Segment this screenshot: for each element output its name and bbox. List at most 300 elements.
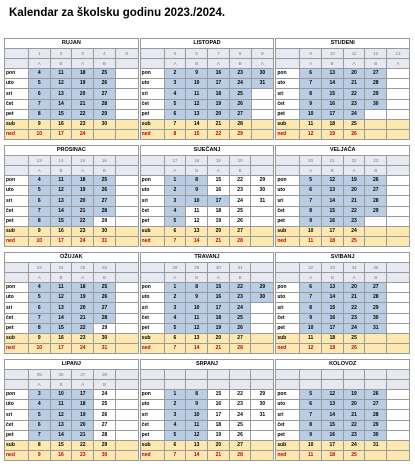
day-cell: 8	[300, 89, 322, 99]
day-cell: 1	[164, 390, 186, 400]
day-cell: 18	[72, 283, 94, 293]
day-cell: 29	[365, 303, 387, 313]
day-cell: 8	[28, 440, 50, 450]
day-cell: 25	[229, 89, 251, 99]
day-cell: 28	[94, 99, 116, 109]
day-label: pet	[5, 216, 29, 226]
week-number	[140, 49, 164, 59]
ab-week-marker: B	[365, 166, 387, 176]
month-header	[140, 253, 274, 263]
day-label: sub	[276, 119, 300, 129]
day-cell	[115, 293, 138, 303]
week-number: 17	[164, 156, 186, 166]
day-cell: 19	[343, 390, 365, 400]
ab-week-marker: B	[94, 166, 116, 176]
day-cell	[115, 109, 138, 119]
day-label: ned	[5, 450, 29, 460]
week-number: 21	[321, 156, 343, 166]
day-cell: 27	[94, 89, 116, 99]
day-cell	[115, 323, 138, 333]
day-cell	[365, 236, 387, 246]
day-cell: 31	[251, 79, 274, 89]
day-cell: 17	[208, 410, 230, 420]
day-label: ned	[140, 236, 164, 246]
day-cell: 11	[186, 89, 208, 99]
day-label: pet	[140, 216, 164, 226]
day-cell: 30	[251, 69, 274, 79]
day-cell: 12	[186, 323, 208, 333]
ab-week-marker: A	[72, 59, 94, 69]
day-label: pet	[276, 323, 300, 333]
month-name: VELJAČA	[276, 146, 410, 156]
day-row-sri	[140, 410, 274, 420]
ab-week-marker: A	[343, 166, 365, 176]
month-row	[4, 145, 411, 252]
week-number: 4	[94, 49, 116, 59]
day-row-pon	[5, 176, 139, 186]
day-row-pon	[140, 69, 274, 79]
day-cell: 5	[28, 293, 50, 303]
day-label: uto	[276, 79, 300, 89]
day-row-sub	[140, 440, 274, 450]
day-cell	[251, 420, 274, 430]
day-cell: 8	[186, 176, 208, 186]
day-cell: 19	[208, 99, 230, 109]
day-cell: 5	[28, 410, 50, 420]
day-cell: 21	[208, 236, 230, 246]
day-cell: 22	[343, 89, 365, 99]
day-cell: 7	[300, 410, 322, 420]
month-name: SVIBANJ	[276, 253, 410, 263]
day-label: sri	[276, 303, 300, 313]
day-cell: 16	[208, 293, 230, 303]
day-row-pet	[5, 109, 139, 119]
day-label: sri	[276, 89, 300, 99]
day-row-sri	[5, 196, 139, 206]
week-number: 6	[186, 49, 208, 59]
day-row-uto	[140, 79, 274, 89]
day-cell: 11	[300, 119, 322, 129]
ab-week-marker: B	[50, 380, 72, 390]
ab-week-marker	[208, 380, 230, 390]
day-cell: 17	[50, 129, 72, 139]
day-cell	[387, 226, 410, 236]
ab-week-row	[5, 273, 139, 283]
day-cell	[251, 236, 274, 246]
day-cell: 20	[343, 69, 365, 79]
day-cell	[387, 89, 410, 99]
day-cell: 14	[50, 99, 72, 109]
day-cell: 9	[28, 333, 50, 343]
ab-week-marker	[276, 273, 300, 283]
day-cell: 8	[28, 216, 50, 226]
day-cell: 27	[229, 226, 251, 236]
month-header	[276, 360, 410, 370]
day-cell	[387, 390, 410, 400]
day-cell: 6	[300, 186, 322, 196]
week-number: 11	[343, 49, 365, 59]
week-number	[276, 49, 300, 59]
day-cell: 4	[28, 176, 50, 186]
day-label: ned	[140, 343, 164, 353]
day-cell: 24	[343, 226, 365, 236]
day-cell	[387, 79, 410, 89]
ab-week-row	[276, 59, 410, 69]
week-number	[251, 370, 274, 380]
day-cell: 9	[186, 186, 208, 196]
day-cell: 16	[50, 450, 72, 460]
day-label: uto	[5, 293, 29, 303]
day-cell: 28	[229, 343, 251, 353]
day-cell	[365, 109, 387, 119]
day-cell: 14	[321, 293, 343, 303]
day-cell: 20	[72, 420, 94, 430]
day-cell: 14	[186, 119, 208, 129]
day-row-čet	[276, 313, 410, 323]
day-cell	[115, 79, 138, 89]
day-cell: 25	[343, 450, 365, 460]
day-label: sri	[276, 410, 300, 420]
ab-week-marker	[365, 380, 387, 390]
ab-week-marker	[115, 380, 138, 390]
month-table	[4, 252, 139, 354]
day-cell: 11	[300, 236, 322, 246]
month-name: STUDENI	[276, 39, 410, 49]
ab-week-row	[276, 273, 410, 283]
day-cell: 3	[164, 303, 186, 313]
day-cell: 4	[164, 206, 186, 216]
day-cell: 6	[300, 283, 322, 293]
day-cell: 4	[164, 89, 186, 99]
week-number: 16	[94, 156, 116, 166]
week-number	[343, 370, 365, 380]
ab-week-marker: B	[50, 59, 72, 69]
day-cell: 26	[365, 176, 387, 186]
day-label: pet	[5, 109, 29, 119]
day-row-uto	[5, 400, 139, 410]
month-name: LISTOPAD	[140, 39, 274, 49]
day-cell: 25	[94, 69, 116, 79]
day-cell: 23	[343, 430, 365, 440]
day-cell: 16	[321, 216, 343, 226]
day-label: sub	[5, 440, 29, 450]
day-cell	[387, 119, 410, 129]
day-cell: 4	[164, 420, 186, 430]
day-row-ned	[140, 450, 274, 460]
day-label: sub	[276, 226, 300, 236]
day-cell: 22	[208, 129, 230, 139]
day-row-ned	[5, 450, 139, 460]
day-row-čet	[5, 206, 139, 216]
ab-week-row	[140, 380, 274, 390]
day-cell: 8	[300, 206, 322, 216]
day-cell: 8	[300, 420, 322, 430]
week-number-row	[140, 49, 274, 59]
week-number	[208, 370, 230, 380]
day-label: pon	[5, 69, 29, 79]
day-cell: 22	[72, 109, 94, 119]
day-cell: 9	[186, 293, 208, 303]
day-cell	[115, 283, 138, 293]
day-cell: 29	[94, 109, 116, 119]
day-cell: 27	[365, 283, 387, 293]
ab-week-marker: A	[164, 273, 186, 283]
day-row-pon	[276, 390, 410, 400]
week-number: 20	[229, 156, 251, 166]
day-cell: 7	[28, 313, 50, 323]
day-cell: 21	[208, 450, 230, 460]
day-cell: 15	[321, 420, 343, 430]
week-number: 9	[251, 49, 274, 59]
day-cell: 19	[321, 343, 343, 353]
day-cell: 6	[28, 89, 50, 99]
day-label: ned	[276, 129, 300, 139]
day-cell: 12	[186, 99, 208, 109]
day-cell	[251, 430, 274, 440]
day-cell: 31	[365, 323, 387, 333]
day-cell: 21	[343, 293, 365, 303]
day-cell	[115, 313, 138, 323]
day-cell: 15	[50, 440, 72, 450]
day-cell: 16	[50, 226, 72, 236]
day-cell: 5	[164, 323, 186, 333]
day-cell: 3	[164, 410, 186, 420]
day-cell: 30	[94, 333, 116, 343]
day-cell: 12	[50, 410, 72, 420]
day-cell	[365, 129, 387, 139]
ab-week-marker: A	[28, 380, 50, 390]
day-cell: 19	[72, 293, 94, 303]
ab-week-marker	[186, 380, 208, 390]
week-number: 22	[343, 156, 365, 166]
ab-week-row	[140, 166, 274, 176]
week-number	[251, 263, 274, 273]
day-cell: 30	[251, 293, 274, 303]
day-label: sri	[276, 196, 300, 206]
ab-week-marker	[140, 59, 164, 69]
week-number: 26	[94, 263, 116, 273]
day-row-pet	[276, 323, 410, 333]
day-cell: 19	[208, 323, 230, 333]
week-number: 20	[300, 156, 322, 166]
week-number: 31	[229, 263, 251, 273]
day-cell	[115, 129, 138, 139]
ab-week-marker: A	[72, 166, 94, 176]
day-cell: 22	[229, 390, 251, 400]
day-cell: 11	[300, 333, 322, 343]
day-cell: 20	[208, 226, 230, 236]
day-cell: 18	[321, 333, 343, 343]
week-number	[5, 156, 29, 166]
day-cell: 20	[208, 333, 230, 343]
day-label: ned	[276, 236, 300, 246]
day-cell: 9	[186, 400, 208, 410]
day-cell: 22	[72, 440, 94, 450]
day-cell: 21	[72, 99, 94, 109]
day-label: pon	[140, 176, 164, 186]
ab-week-row	[5, 166, 139, 176]
day-label: pet	[140, 323, 164, 333]
day-cell: 18	[321, 236, 343, 246]
day-label: sub	[140, 119, 164, 129]
day-cell: 21	[208, 343, 230, 353]
day-cell: 16	[208, 186, 230, 196]
day-cell: 23	[343, 313, 365, 323]
month-name: SRPANJ	[140, 360, 274, 370]
day-row-sri	[276, 89, 410, 99]
day-label: pon	[276, 176, 300, 186]
week-number: 13	[387, 49, 410, 59]
day-row-uto	[5, 186, 139, 196]
day-row-sri	[5, 303, 139, 313]
day-label: uto	[276, 186, 300, 196]
day-label: uto	[276, 400, 300, 410]
day-cell: 19	[72, 410, 94, 420]
day-cell: 13	[321, 69, 343, 79]
day-cell: 22	[72, 323, 94, 333]
day-row-pon	[276, 69, 410, 79]
day-cell: 24	[343, 323, 365, 333]
day-cell: 17	[208, 79, 230, 89]
ab-week-marker	[5, 59, 29, 69]
ab-week-marker: A	[300, 166, 322, 176]
day-row-uto	[140, 293, 274, 303]
day-cell: 14	[186, 343, 208, 353]
ab-week-marker	[164, 380, 186, 390]
day-cell: 28	[94, 313, 116, 323]
day-cell: 18	[208, 206, 230, 216]
day-cell: 11	[186, 206, 208, 216]
day-cell: 23	[229, 293, 251, 303]
day-cell: 21	[343, 410, 365, 420]
day-cell	[251, 226, 274, 236]
day-label: pet	[140, 109, 164, 119]
week-number: 25	[72, 263, 94, 273]
page-title: Kalendar za školsku godinu 2023./2024.	[9, 7, 226, 19]
day-cell: 19	[321, 129, 343, 139]
day-cell: 12	[186, 216, 208, 226]
day-cell: 19	[208, 430, 230, 440]
ab-week-marker: B	[321, 273, 343, 283]
week-number	[387, 156, 410, 166]
day-cell: 16	[208, 69, 230, 79]
day-cell: 20	[72, 303, 94, 313]
day-cell: 20	[343, 283, 365, 293]
day-cell: 17	[50, 343, 72, 353]
ab-week-marker: A	[251, 59, 274, 69]
week-number: 2	[50, 49, 72, 59]
day-cell: 28	[229, 236, 251, 246]
week-number: 32	[300, 263, 322, 273]
week-number: 34	[343, 263, 365, 273]
day-cell: 14	[50, 206, 72, 216]
day-cell	[115, 303, 138, 313]
day-cell: 10	[28, 129, 50, 139]
day-row-pon	[140, 390, 274, 400]
week-number: 23	[365, 156, 387, 166]
month-header	[5, 39, 139, 49]
day-row-sub	[5, 119, 139, 129]
day-cell: 2	[164, 293, 186, 303]
day-cell: 6	[300, 69, 322, 79]
ab-week-marker	[115, 166, 138, 176]
day-cell: 8	[186, 390, 208, 400]
day-cell: 17	[321, 323, 343, 333]
day-cell	[387, 186, 410, 196]
day-cell: 7	[28, 430, 50, 440]
day-cell: 24	[72, 129, 94, 139]
ab-week-marker	[251, 273, 274, 283]
day-cell: 27	[365, 186, 387, 196]
day-cell	[115, 333, 138, 343]
day-row-sri	[276, 303, 410, 313]
day-cell: 13	[50, 303, 72, 313]
day-cell: 26	[229, 323, 251, 333]
day-cell: 4	[28, 69, 50, 79]
week-number: 9	[300, 49, 322, 59]
day-cell: 24	[72, 343, 94, 353]
day-cell: 5	[164, 430, 186, 440]
ab-week-marker: A	[28, 166, 50, 176]
week-number: 35	[28, 370, 50, 380]
day-cell: 21	[343, 196, 365, 206]
day-cell	[387, 176, 410, 186]
ab-week-marker: A	[300, 59, 322, 69]
day-row-pet	[140, 216, 274, 226]
month-name: KOLOVOZ	[276, 360, 410, 370]
day-cell: 10	[186, 196, 208, 206]
day-cell: 9	[28, 450, 50, 460]
day-label: uto	[5, 400, 29, 410]
day-cell: 22	[343, 206, 365, 216]
day-cell	[115, 89, 138, 99]
day-cell	[251, 313, 274, 323]
day-cell: 23	[229, 69, 251, 79]
ab-week-marker	[387, 273, 410, 283]
day-cell: 9	[28, 226, 50, 236]
day-cell: 24	[229, 303, 251, 313]
day-cell: 30	[94, 450, 116, 460]
week-number-row	[276, 156, 410, 166]
day-row-sub	[140, 333, 274, 343]
day-row-sri	[140, 196, 274, 206]
week-number	[115, 156, 138, 166]
day-cell: 22	[343, 303, 365, 313]
day-cell: 17	[321, 109, 343, 119]
ab-week-marker	[343, 380, 365, 390]
week-number: 23	[28, 263, 50, 273]
day-cell: 13	[321, 186, 343, 196]
ab-week-marker	[5, 273, 29, 283]
day-cell: 26	[343, 129, 365, 139]
day-cell: 28	[229, 119, 251, 129]
day-label: pon	[140, 390, 164, 400]
ab-week-row	[276, 166, 410, 176]
day-row-sub	[276, 440, 410, 450]
week-number: 19	[208, 156, 230, 166]
day-cell: 14	[186, 450, 208, 460]
day-cell: 29	[251, 283, 274, 293]
day-cell: 4	[28, 400, 50, 410]
day-cell: 31	[251, 410, 274, 420]
week-number: 10	[321, 49, 343, 59]
day-cell: 14	[321, 196, 343, 206]
day-cell: 3	[164, 196, 186, 206]
ab-week-marker: A	[387, 59, 410, 69]
day-cell: 13	[186, 226, 208, 236]
day-cell: 27	[94, 420, 116, 430]
day-cell: 31	[365, 440, 387, 450]
